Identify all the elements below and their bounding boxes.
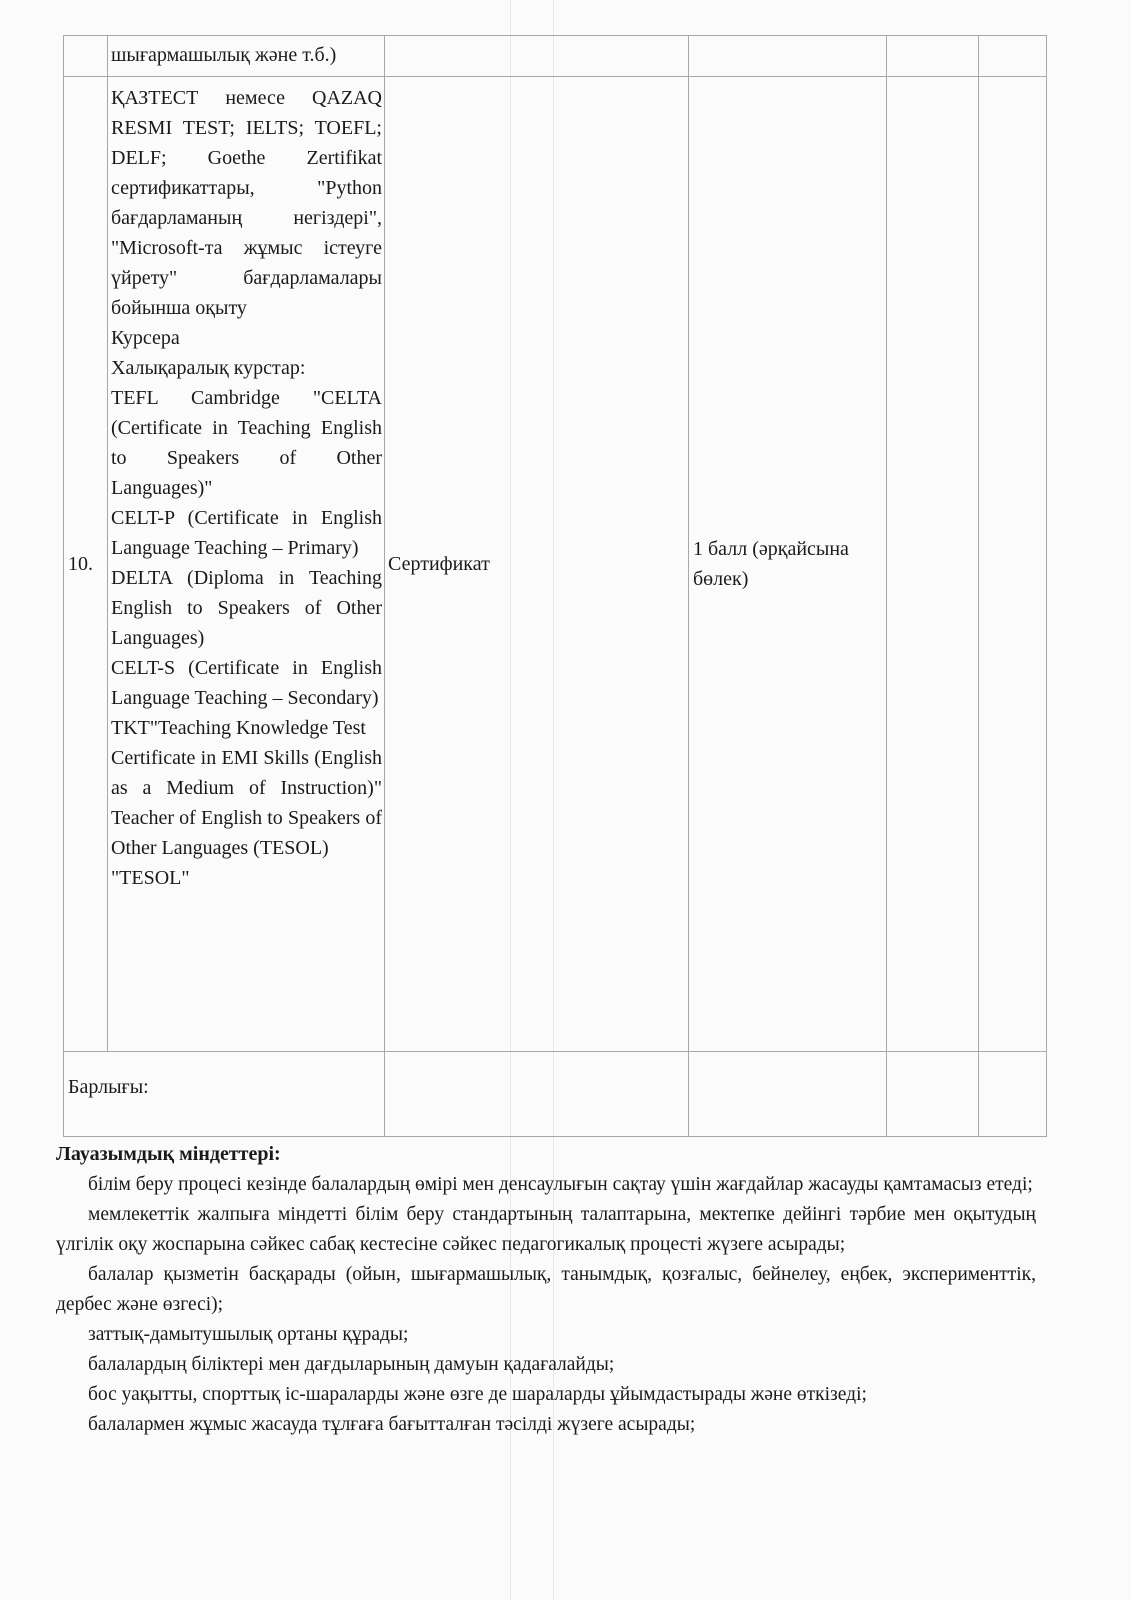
num-cell bbox=[64, 36, 108, 77]
duty-item: мемлекеттік жалпыға міндетті білім беру стандартының талаптарына, мектепке дейінгі тәрбие мен оқытудың үлгілік оқу жоспарына сәйкес сабақ кестесіне сәйкес педагогикалық процесті жүзеге асырады; bbox=[56, 1204, 1036, 1255]
empty-cell bbox=[887, 1052, 979, 1137]
duty-item: білім беру процесі кезінде балалардың өмірі мен денсаулығын сақтау үшін жағдайлар жасауды қамтамасыз етеді; bbox=[88, 1174, 1033, 1195]
criterion-line: "TESOL" bbox=[111, 867, 190, 889]
total-row bbox=[64, 1052, 1047, 1137]
empty-cell bbox=[887, 36, 979, 77]
score-cell bbox=[689, 77, 887, 1052]
criterion-line: TEFL Cambridge "CELTA (Certificate in Teaching English to Speakers of Other Languages)" bbox=[111, 387, 382, 499]
score-cell bbox=[689, 36, 887, 77]
table-row bbox=[64, 77, 1047, 1052]
criterion-cell bbox=[108, 77, 385, 1052]
criterion-cell bbox=[108, 36, 385, 77]
document-cell: Сертификат bbox=[385, 77, 689, 1052]
score-text: 1 балл (әрқайсына бөлек) bbox=[693, 538, 849, 590]
empty-cell bbox=[689, 1052, 887, 1137]
criteria-table bbox=[63, 35, 1047, 1137]
empty-cell bbox=[979, 36, 1047, 77]
criterion-text: шығармашылық және т.б.) bbox=[111, 44, 337, 66]
duties-heading: Лауазымдық міндеттері: bbox=[56, 1143, 281, 1165]
duty-item: заттық-дамытушылық ортаны құрады; bbox=[88, 1324, 409, 1345]
duty-item: балалар қызметін басқарады (ойын, шығармашылық, танымдық, қозғалыс, бейнелеу, еңбек, эксперименттік, дербес және өзгесі); bbox=[56, 1264, 1036, 1315]
criterion-line: Халықаралық курстар: bbox=[111, 357, 306, 379]
criterion-line: Certificate in EMI Skills (English as a Medium of Instruction)" Teacher of English to Speakers of Other Languages (TESOL) bbox=[111, 747, 382, 859]
empty-cell bbox=[979, 1052, 1047, 1137]
criterion-line: CELT-S (Certificate in English Language Teaching – Secondary) bbox=[111, 657, 382, 709]
duty-item: балалардың біліктері мен дағдыларының дамуын қадағалайды; bbox=[88, 1354, 615, 1375]
total-label-text: Барлығы: bbox=[68, 1076, 149, 1098]
total-label bbox=[64, 1052, 385, 1137]
empty-cell bbox=[887, 77, 979, 1052]
criterion-line: ҚАЗТЕСТ немесе QAZAQ RESMI TEST; IELTS; TOEFL; DELF; Goethe Zertifikat сертификаттары, "Python бағдарламаның негіздері", "Microsoft-та жұмыс істеуге үйрету" бағдарламалары бойынша оқыту bbox=[111, 87, 382, 319]
criterion-line: CELT-P (Certificate in English Language Teaching – Primary) bbox=[111, 507, 382, 559]
criterion-line: TKT"Teaching Knowledge Test bbox=[111, 717, 366, 739]
table-row bbox=[64, 36, 1047, 77]
document-cell bbox=[385, 36, 689, 77]
criterion-line: DELTA (Diploma in Teaching English to Speakers of Other Languages) bbox=[111, 567, 382, 649]
empty-cell bbox=[979, 77, 1047, 1052]
duty-item: бос уақытты, спорттық іс-шараларды және өзге де шараларды ұйымдастырады және өткізеді; bbox=[88, 1384, 867, 1405]
criterion-line: Курсера bbox=[111, 327, 180, 349]
duties-section bbox=[56, 1139, 1036, 1440]
duty-item: балалармен жұмыс жасауда тұлғаға бағытталған тәсілді жүзеге асырады; bbox=[88, 1414, 696, 1435]
row-number: 10. bbox=[64, 77, 108, 1052]
empty-cell bbox=[385, 1052, 689, 1137]
